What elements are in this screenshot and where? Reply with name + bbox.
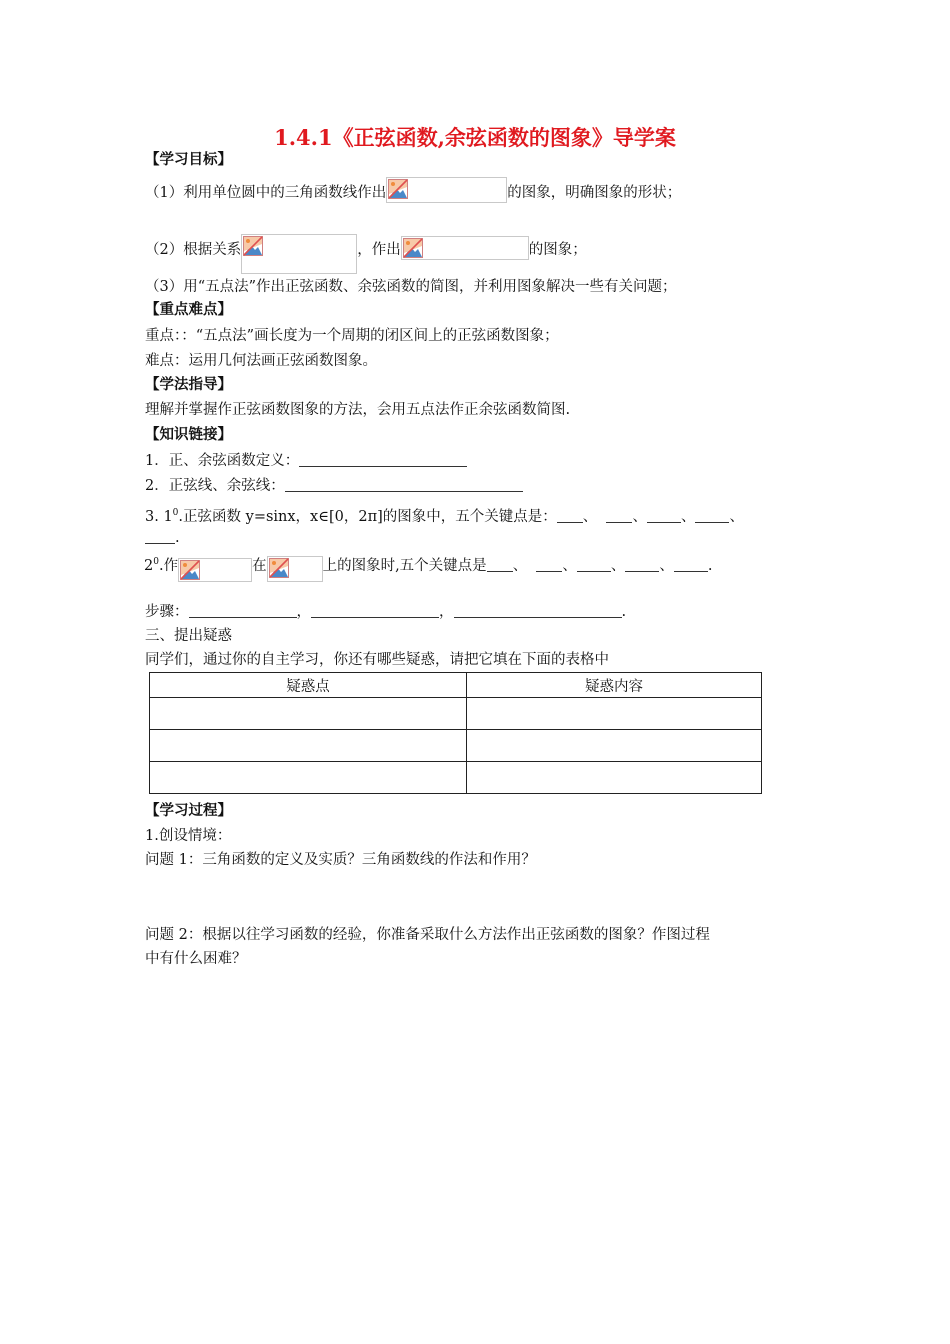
link-2: [145, 476, 523, 496]
goal-2-text-b: ，作出: [357, 242, 401, 258]
period: .: [175, 530, 180, 546]
table-cell[interactable]: [467, 698, 762, 730]
fill-blank: [695, 508, 729, 523]
section-heading-questions: 三、提出疑惑: [145, 628, 232, 644]
fill-blank: [285, 477, 523, 492]
superscript: 0: [153, 557, 159, 567]
section-heading-goals: 【学习目标】: [145, 151, 232, 168]
broken-image-icon: [180, 560, 200, 580]
broken-image-icon: [243, 236, 263, 256]
method-text: 理解并掌握作正弦函数图象的方法，会用五点法作正余弦函数简图.: [145, 402, 571, 418]
table-header-cell: 疑惑内容: [467, 673, 762, 698]
separator: 、: [512, 557, 528, 574]
link-3-text-b: .正弦函数 y=sinx，x∈[0，2π]的图象中，五个关键点是：: [178, 508, 557, 525]
goal-2: [145, 234, 587, 274]
table-cell[interactable]: [467, 762, 762, 794]
table-cell[interactable]: [150, 730, 467, 762]
link-1-text: 1．正、余弦函数定义：: [145, 453, 300, 469]
superscript: 0: [172, 508, 179, 518]
broken-image-icon: [269, 558, 289, 578]
table-row: [150, 698, 762, 730]
fill-blank: [299, 452, 467, 467]
period: .: [621, 604, 627, 620]
fill-blank: [647, 508, 681, 523]
formula-image: [401, 236, 529, 260]
link-3-continued: [145, 528, 180, 548]
process-step-1: 1.创设情境：: [145, 828, 232, 844]
fill-blank: [454, 603, 622, 618]
section-heading-process: 【学习过程】: [145, 802, 232, 819]
table-row: [150, 730, 762, 762]
table-cell[interactable]: [150, 698, 467, 730]
section-heading-method: 【学法指导】: [145, 376, 232, 393]
separator: 、: [680, 508, 696, 525]
link-2-text: 2．正弦线、余弦线：: [145, 478, 285, 494]
separator: 、: [582, 508, 598, 525]
formula-image: [178, 558, 252, 582]
fill-blank: [145, 529, 175, 544]
link-4: [144, 552, 713, 582]
key-difficulty: 难点：运用几何法画正弦函数图象。: [145, 353, 377, 369]
separator: ，: [296, 604, 311, 620]
table-cell[interactable]: [467, 730, 762, 762]
question-2-line-b: 中有什么困难？: [145, 951, 247, 967]
steps-label: 步骤：: [145, 604, 189, 620]
formula-image: [241, 234, 357, 274]
separator: 、: [562, 557, 577, 574]
fill-blank: [557, 508, 583, 523]
section-heading-links: 【知识链接】: [145, 426, 232, 443]
link-1: [145, 451, 467, 471]
key-focus: 重点：：“五点法”画长度为一个周期的闭区间上的正弦函数图象；: [145, 328, 559, 344]
goal-1-text-a: （1）利用单位圆中的三角函数线作出: [145, 185, 387, 201]
fill-blank: [536, 557, 562, 572]
link-4-text-c: 在: [252, 557, 267, 574]
questions-intro: 同学们，通过你的自主学习，你还有哪些疑惑，请把它填在下面的表格中: [145, 652, 609, 668]
goal-2-text-c: 的图象；: [528, 242, 587, 258]
formula-image: [267, 556, 323, 582]
table-cell[interactable]: [150, 762, 467, 794]
separator: 、: [729, 508, 744, 525]
broken-image-icon: [403, 238, 423, 258]
goal-2-text-a: （2）根据关系: [145, 242, 242, 258]
question-1: 问题 1：三角函数的定义及实质？三角函数线的作法和作用？: [145, 852, 536, 868]
question-2-line-a: 问题 2：根据以往学习函数的经验，你准备采取什么方法作出正弦函数的图象？作图过程: [145, 927, 710, 943]
table-header-cell: 疑惑点: [150, 673, 467, 698]
separator: 、: [610, 557, 626, 574]
goal-3: （3）用“五点法”作出正弦函数、余弦函数的简图，并利用图象解决一些有关问题；: [145, 279, 677, 295]
fill-blank: [487, 557, 513, 572]
goal-1: [145, 177, 681, 203]
broken-image-icon: [388, 179, 408, 199]
goal-1-text-b: 的图象，明确图象的形状；: [507, 185, 682, 201]
link-3: [145, 503, 744, 527]
period: .: [707, 557, 713, 574]
separator: ，: [439, 604, 454, 620]
fill-blank: [625, 557, 659, 572]
link-3-text-a: 3. 1: [145, 508, 173, 525]
separator: 、: [659, 557, 674, 574]
document-title: 1.4.1《正弦函数,余弦函数的图象》导学案: [274, 125, 676, 150]
fill-blank: [189, 603, 297, 618]
section-heading-key: 【重点难点】: [145, 301, 232, 318]
link-4-text-d: 上的图象时,五个关键点是: [322, 557, 487, 574]
fill-blank: [606, 508, 632, 523]
questions-table: [149, 672, 762, 794]
fill-blank: [674, 557, 708, 572]
table-header-row: [150, 673, 762, 698]
fill-blank: [311, 603, 439, 618]
steps: [145, 602, 626, 622]
formula-image: [386, 177, 507, 203]
link-4-text-a: 2: [144, 557, 154, 574]
link-4-text-b: .作: [158, 557, 179, 574]
separator: 、: [632, 508, 647, 525]
fill-blank: [577, 557, 611, 572]
table-row: [150, 762, 762, 794]
